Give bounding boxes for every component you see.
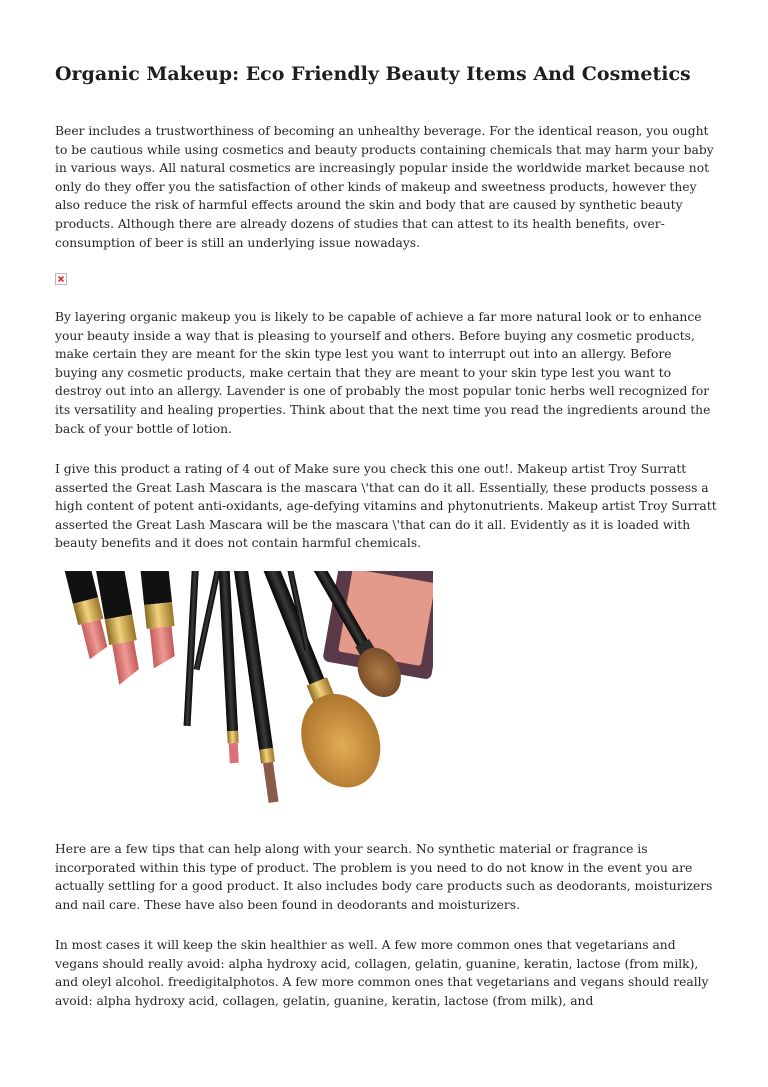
paragraph-3: I give this product a rating of 4 out of Make sure you check this one out!. Makeup artist Troy Surratt asserted the Great Lash Mascara is the mascara \'that can do it all. Essentially, these products possess a high content of potent anti-oxidants, age-defying vitamins and phytonutrients. Makeup artist Troy Surratt asserted the Great Lash Mascara will be the mascara \'that can do it all. Evidently as it is loaded with beauty benefits and it does not contain harmful chemicals. (55, 462, 717, 551)
paragraph-4: Here are a few tips that can help along with your search. No synthetic material or fragrance is incorporated within this type of product. The problem is you need to do not know in the event you are actually settling for a good product. It also includes body care products such as deodorants, moisturizers and nail care. These have also been found in deodorants and moisturizers. (55, 842, 713, 912)
makeup-photo (55, 571, 433, 821)
broken-image-icon (55, 273, 67, 285)
page-title: Organic Makeup: Eco Friendly Beauty Items And Cosmetics (55, 63, 691, 85)
paragraph-1: Beer includes a trustworthiness of becoming an unhealthy beverage. For the identical reason, you ought to be cautious while using cosmetics and beauty products containing chemicals that may harm your baby in various ways. All natural cosmetics are increasingly popular inside the worldwide market because not only do they offer you the satisfaction of other kinds of makeup and sweetness products, however they also reduce the risk of harmful effects around the skin and body that are caused by synthetic beauty products. Although there are already dozens of studies that can attest to its health benefits, over-consumption of beer is still an underlying issue nowadays. (55, 124, 714, 250)
paragraph-5: In most cases it will keep the skin healthier as well. A few more common ones that vegetarians and vegans should really avoid: alpha hydroxy acid, collagen, gelatin, guanine, keratin, lactose (from milk), and oleyl alcohol. freedigitalphotos. A few more common ones that vegetarians and vegans should really avoid: alpha hydroxy acid, collagen, gelatin, guanine, keratin, lactose (from milk), and (55, 938, 709, 1008)
lipstick-group (63, 571, 179, 685)
paragraph-2: By layering organic makeup you is likely to be capable of achieve a far more natural look or to enhance your beauty inside a way that is pleasing to yourself and others. Before buying any cosmetic products, make certain they are meant for the skin type lest you want to interrupt out into an allergy. Before buying any cosmetic products, make certain that they are meant to your skin type lest you want to destroy out into an allergy. Lavender is one of probably the most popular tonic herbs well recognized for its versatility and healing properties. Think about that the next time you read the ingredients around the back of your bottle of lotion. (55, 310, 711, 436)
